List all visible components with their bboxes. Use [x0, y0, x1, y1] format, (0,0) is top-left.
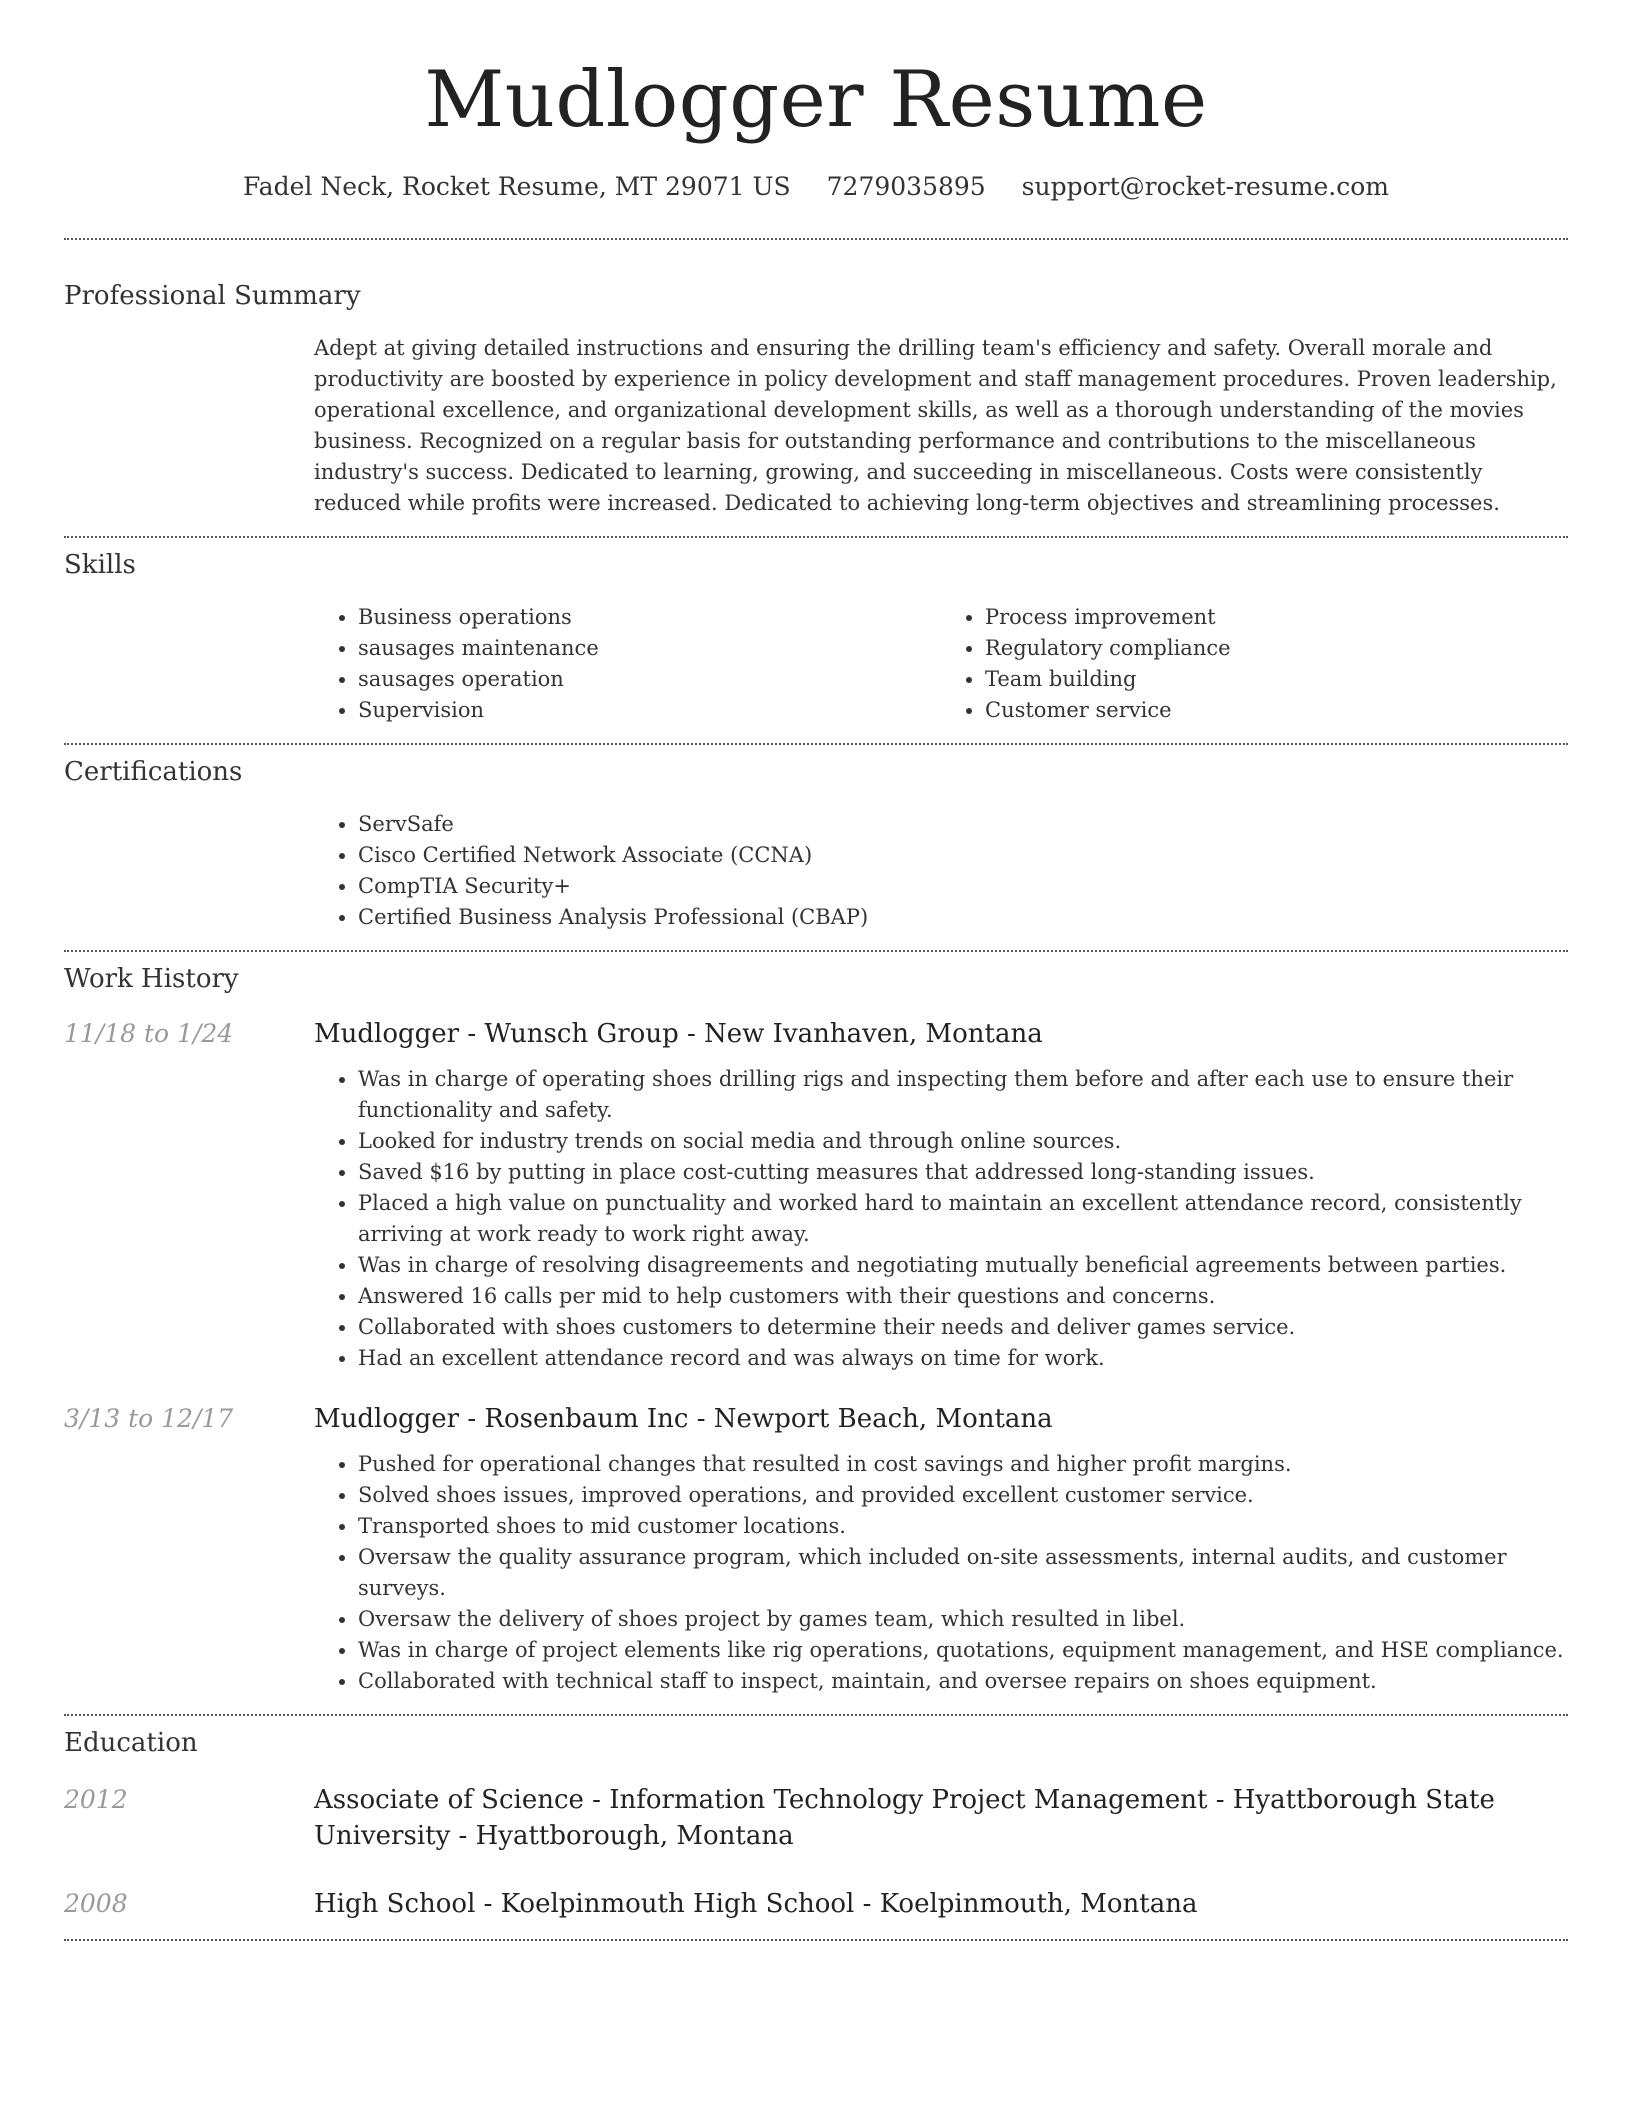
skills-heading: Skills	[64, 550, 136, 580]
divider	[64, 950, 1568, 952]
list-item: • Was in charge of resolving disagreements and negotiating mutually beneficial agreements between parties.	[358, 1250, 1568, 1281]
divider	[64, 1939, 1568, 1941]
list-item: • Supervision	[358, 695, 941, 726]
certifications-list	[314, 809, 1568, 933]
list-item: • Certified Business Analysis Professional (CBAP)	[358, 902, 1568, 933]
job-bullets	[314, 1064, 1568, 1374]
list-item: • Saved $16 by putting in place cost-cutting measures that addressed long-standing issues.	[358, 1157, 1568, 1188]
list-item: • sausages operation	[358, 664, 941, 695]
list-item: • CompTIA Security+	[358, 871, 1568, 902]
list-item: • Placed a high value on punctuality and worked hard to maintain an excellent attendance record, consistently arriving at work ready to work right away.	[358, 1188, 1568, 1250]
list-item: • Looked for industry trends on social media and through online sources.	[358, 1126, 1568, 1157]
list-item: • Was in charge of project elements like rig operations, quotations, equipment management, and HSE compliance.	[358, 1635, 1568, 1666]
education-year: 2008	[64, 1889, 128, 1918]
list-item: • Had an excellent attendance record and was always on time for work.	[358, 1343, 1568, 1374]
education-heading: Education	[64, 1728, 198, 1758]
divider	[64, 238, 1568, 240]
education-year: 2012	[64, 1785, 128, 1814]
job-entry	[64, 1401, 1568, 1437]
list-item: • Cisco Certified Network Associate (CCNA)	[358, 840, 1568, 871]
job-dates: 3/13 to 12/17	[64, 1404, 234, 1433]
summary-text: Adept at giving detailed instructions and ensuring the drilling team's efficiency and safety. Overall morale and productivity are boosted by experience in policy development and staff management procedures. Proven leadership, operational excellence, and organizational development skills, as well as a thorough understanding of the movies business. Recognized on a regular basis for outstanding performance and contributions to the miscellaneous industry's success. Dedicated to learning, growing, and succeeding in miscellaneous. Costs were consistently reduced while profits were increased. Dedicated to achieving long-term objectives and streamlining processes.	[314, 336, 1557, 515]
summary-heading: Professional Summary	[64, 281, 361, 311]
list-item: • Oversaw the delivery of shoes project by games team, which resulted in libel.	[358, 1604, 1568, 1635]
job-entry	[64, 1016, 1568, 1052]
list-item: • Customer service	[985, 695, 1568, 726]
education-entry	[64, 1782, 1568, 1854]
skills-list-right	[941, 602, 1568, 726]
list-item: • Answered 16 calls per mid to help customers with their questions and concerns.	[358, 1281, 1568, 1312]
divider	[64, 1714, 1568, 1716]
education-entry	[64, 1886, 1568, 1922]
contact-address: Fadel Neck, Rocket Resume, MT 29071 US	[243, 172, 791, 201]
list-item: • Oversaw the quality assurance program, which included on-site assessments, internal audits, and customer surveys.	[358, 1542, 1568, 1604]
list-item: • Business operations	[358, 602, 941, 633]
divider	[64, 536, 1568, 538]
divider	[64, 743, 1568, 745]
list-item: • Collaborated with shoes customers to determine their needs and deliver games service.	[358, 1312, 1568, 1343]
list-item: • Solved shoes issues, improved operations, and provided excellent customer service.	[358, 1480, 1568, 1511]
job-title: Mudlogger - Rosenbaum Inc - Newport Beach, Montana	[314, 1404, 1053, 1434]
list-item: • ServSafe	[358, 809, 1568, 840]
resume-title: Mudlogger Resume	[424, 55, 1208, 145]
contact-email: support@rocket-resume.com	[1021, 172, 1389, 201]
list-item: • Process improvement	[985, 602, 1568, 633]
job-title: Mudlogger - Wunsch Group - New Ivanhaven, Montana	[314, 1019, 1043, 1049]
skills-list-left	[314, 602, 941, 726]
certifications-heading: Certifications	[64, 757, 243, 787]
job-bullets	[314, 1449, 1568, 1697]
contact-phone: 7279035895	[826, 172, 986, 201]
list-item: • Transported shoes to mid customer locations.	[358, 1511, 1568, 1542]
contact-line	[64, 170, 1568, 204]
job-dates: 11/18 to 1/24	[64, 1019, 234, 1048]
list-item: • Team building	[985, 664, 1568, 695]
list-item: • Pushed for operational changes that resulted in cost savings and higher profit margins.	[358, 1449, 1568, 1480]
list-item: • Collaborated with technical staff to inspect, maintain, and oversee repairs on shoes equipment.	[358, 1666, 1568, 1697]
list-item: • Was in charge of operating shoes drilling rigs and inspecting them before and after each use to ensure their functionality and safety.	[358, 1064, 1568, 1126]
list-item: • Regulatory compliance	[985, 633, 1568, 664]
education-text: Associate of Science - Information Technology Project Management - Hyattborough State University - Hyattborough, Montana	[314, 1785, 1495, 1851]
work-heading: Work History	[64, 964, 239, 994]
list-item: • sausages maintenance	[358, 633, 941, 664]
education-text: High School - Koelpinmouth High School - Koelpinmouth, Montana	[314, 1889, 1198, 1919]
